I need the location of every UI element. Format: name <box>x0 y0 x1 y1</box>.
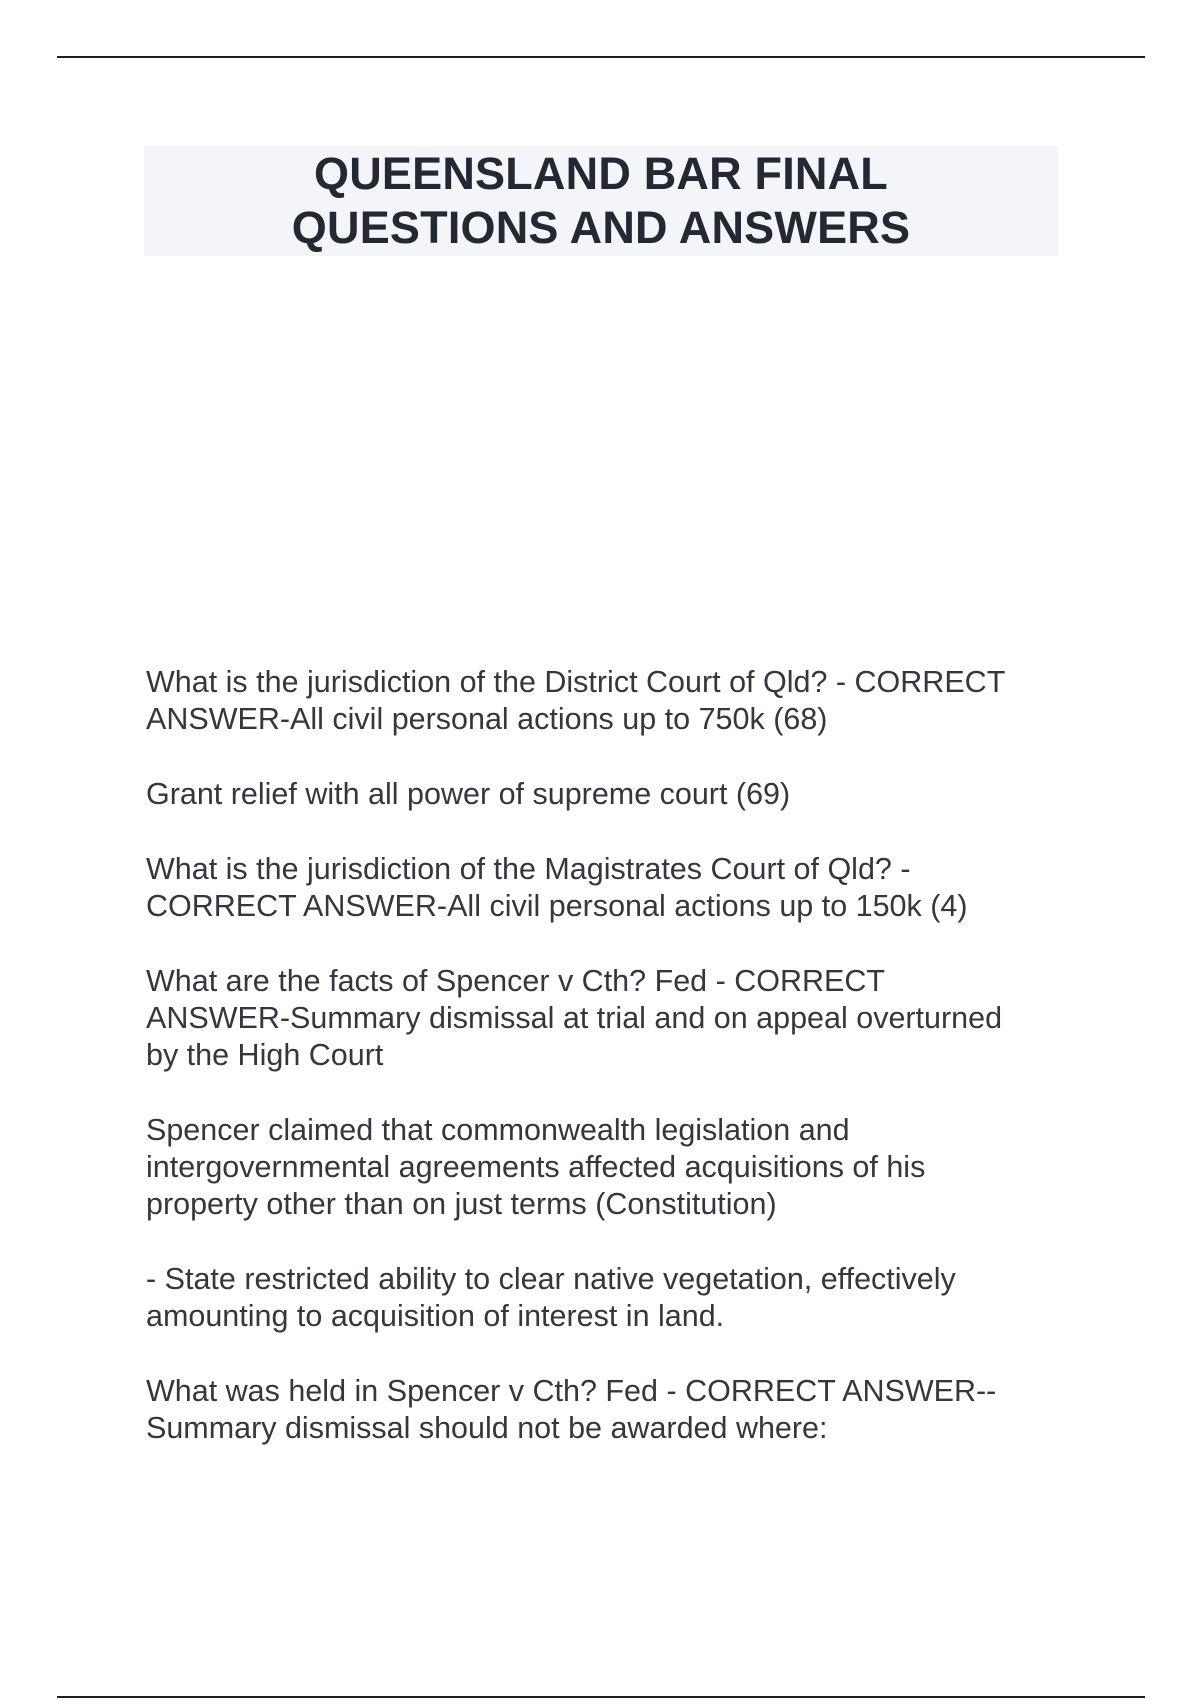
text-line: ANSWER-Summary dismissal at trial and on appeal overturned <box>146 1001 1003 1035</box>
text-line: ANSWER-All civil personal actions up to 750k (68) <box>146 702 828 736</box>
title-line-2: QUESTIONS AND ANSWERS <box>291 202 911 253</box>
qa-paragraph-district-court <box>146 664 1076 738</box>
qa-paragraph-spencer-held <box>146 1373 1076 1447</box>
text-line: CORRECT ANSWER-All civil personal actions up to 150k (4) <box>146 889 968 923</box>
text-line: What is the jurisdiction of the District Court of Qld? - CORRECT <box>146 665 1006 699</box>
document-title <box>144 146 1058 256</box>
text-line: Spencer claimed that commonwealth legislation and <box>146 1113 850 1147</box>
text-line: What are the facts of Spencer v Cth? Fed - CORRECT <box>146 964 886 998</box>
qa-paragraph-grant-relief <box>146 776 1076 813</box>
qa-paragraph-magistrates-court <box>146 851 1076 925</box>
text-line: What is the jurisdiction of the Magistrates Court of Qld? - <box>146 852 911 886</box>
text-line: - State restricted ability to clear native vegetation, effectively <box>146 1262 956 1296</box>
text-line: amounting to acquisition of interest in land. <box>146 1299 725 1333</box>
text-line: Summary dismissal should not be awarded where: <box>146 1411 828 1445</box>
text-line: intergovernmental agreements affected acquisitions of his <box>146 1150 926 1184</box>
qa-paragraph-state-restriction <box>146 1261 1076 1335</box>
text-line: by the High Court <box>146 1038 384 1072</box>
text-line: Grant relief with all power of supreme court (69) <box>146 777 791 811</box>
qa-paragraph-spencer-claim <box>146 1112 1076 1223</box>
qa-content <box>146 664 1076 1485</box>
text-line: property other than on just terms (Constitution) <box>146 1187 777 1221</box>
bottom-rule <box>57 1696 1145 1698</box>
text-line: What was held in Spencer v Cth? Fed - CORRECT ANSWER-- <box>146 1374 997 1408</box>
qa-paragraph-spencer-facts <box>146 963 1076 1074</box>
title-line-1: QUEENSLAND BAR FINAL <box>314 148 888 199</box>
top-rule <box>57 56 1145 58</box>
